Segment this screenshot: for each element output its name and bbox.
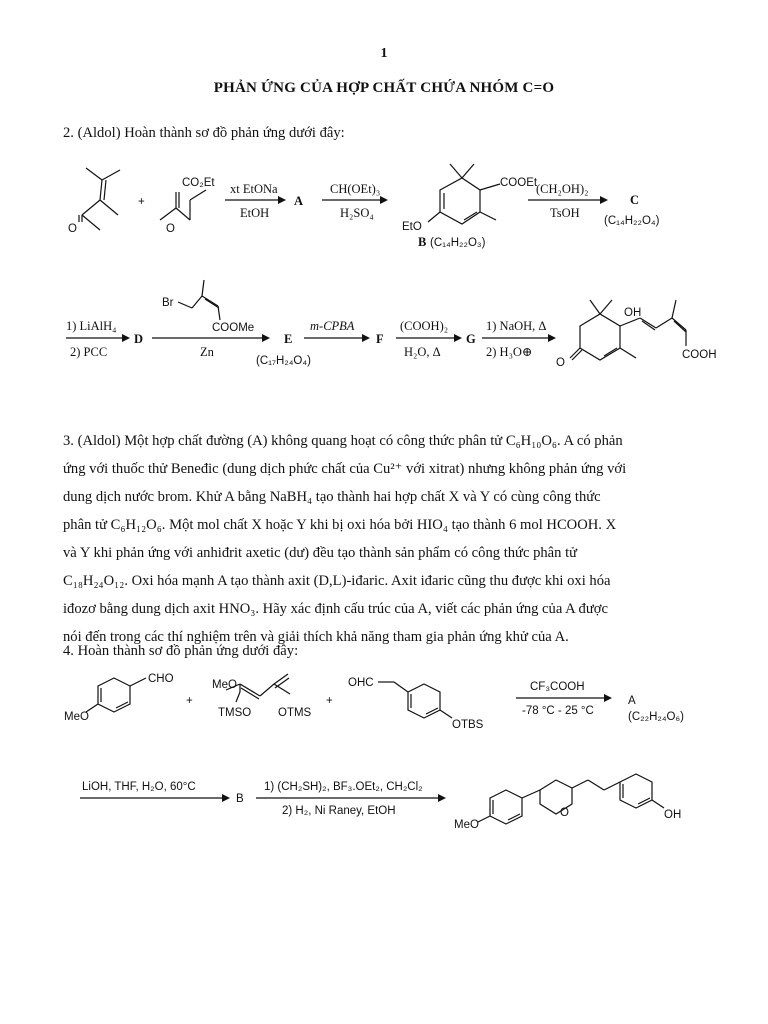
- bromo-ester-structure: [178, 280, 220, 320]
- q2-scheme-row1: [0, 160, 768, 280]
- q2-cond3-bot: TsOH: [550, 206, 580, 220]
- q2-plus-1: +: [138, 196, 145, 208]
- q4-compound-A: A: [628, 695, 636, 707]
- q2-B-formula: (C₁₄H₂₂O₃): [430, 237, 486, 249]
- q4-plus-2: +: [326, 695, 333, 707]
- q4-cond1-top: CF₃COOH: [530, 681, 585, 693]
- q2-cond1-top: xt EtONa: [230, 182, 278, 196]
- q2-compound-A: A: [294, 194, 304, 208]
- q2-compound-D: D: [134, 332, 144, 346]
- q4-cond2: LiOH, THF, H₂O, 60°C: [82, 781, 196, 793]
- q2-compound-E: E: [284, 332, 293, 346]
- q4-meo-1: MeO: [64, 711, 89, 723]
- q4-product-structure: [478, 774, 664, 824]
- page-number: 1: [380, 46, 388, 61]
- q4-cond1-bot: -78 °C - 25 °C: [522, 705, 594, 717]
- q2-cond6-top: m-CPBA: [310, 319, 355, 333]
- page-title: PHẢN ỨNG CỦA HỢP CHẤT CHỨA NHÓM C=O: [213, 80, 555, 96]
- q2-cooh: COOH: [682, 349, 717, 361]
- q2-coome: COOMe: [212, 322, 255, 334]
- q4-cond3-top: 1) (CH₂SH)₂, BF₃.OEt₂, CH₂Cl₂: [264, 781, 423, 793]
- q3-line-7: iđozơ bằng dung dịch axit HNO₃. Hãy xác định cấu trúc của A, viết các phản ứng của A được: [63, 601, 608, 617]
- q2-zn: Zn: [200, 345, 214, 359]
- mesityl-oxide-structure: [79, 168, 120, 230]
- q2-cond8-bot: 2) H₃O⊕: [486, 345, 533, 359]
- q2-br: Br: [162, 297, 174, 309]
- q4-scheme-row2: [0, 760, 768, 850]
- q4-otbs: OTBS: [452, 719, 484, 731]
- q2-cond7-bot: H₂O, Δ: [404, 345, 441, 359]
- q2-cond2-bot: H₂SO₄: [340, 206, 374, 220]
- q3-paragraph: [63, 427, 703, 651]
- q2-compound-B: B: [418, 235, 427, 249]
- q2-compound-C: C: [630, 193, 640, 207]
- ethyl-acetoacetate-structure: [160, 190, 206, 220]
- q4-tmso: TMSO: [218, 707, 252, 719]
- anisaldehyde-structure: [86, 678, 146, 712]
- q2-co2et: CO₂Et: [182, 177, 215, 189]
- q2-cooet: COOEt: [500, 177, 538, 189]
- q4-oh: OH: [664, 809, 682, 821]
- q2-E-formula: (C₁₇H₂₄O₄): [256, 355, 311, 367]
- q2-cond7-top: (COOH)₂: [400, 319, 449, 333]
- q4-scheme-row1: [0, 668, 768, 748]
- q4-o-ring: O: [560, 807, 569, 819]
- q2-cond3-top: (CH₂OH)₂: [536, 182, 589, 196]
- q4-meo-3: MeO: [454, 819, 479, 831]
- q2-o-label: O: [68, 223, 77, 235]
- q4-heading: 4. Hoàn thành sơ đồ phản ứng dưới đây:: [63, 643, 299, 659]
- q2-eto: EtO: [402, 221, 422, 233]
- q2-compound-F: F: [376, 332, 384, 346]
- q2-cond2-top: CH(OEt)₃: [330, 182, 381, 196]
- q3-line-8: nói đến trong các thí nghiệm trên và giải thích khả năng tham gia phản ứng khử của A.: [63, 629, 569, 645]
- q2-o-label-2: O: [166, 223, 175, 235]
- otbs-aldehyde-structure: [378, 682, 452, 718]
- q4-A-formula: (C₂₂H₂₄O₆): [628, 711, 684, 723]
- q3-line-3: dung dịch nước brom. Khử A bằng NaBH₄ tạo thành hai hợp chất X và Y có cùng công thức: [63, 489, 601, 505]
- q4-cho: CHO: [148, 673, 174, 685]
- compound-B-structure: [428, 164, 500, 224]
- q2-oh: OH: [624, 307, 642, 319]
- q4-ohc: OHC: [348, 677, 374, 689]
- q3-line-1: 3. (Aldol) Một hợp chất đường (A) không quang hoạt có công thức phân tử C₆H₁₀O₆. A có phản: [63, 433, 623, 449]
- q3-line-2: ứng với thuốc thử Beneđic (dung dịch phức chất của Cu²⁺ với xitrat) nhưng không phản ứng với: [63, 461, 627, 477]
- q4-meo-2: MeO: [212, 679, 237, 691]
- q2-o-product: O: [556, 357, 565, 369]
- q4-otms: OTMS: [278, 707, 312, 719]
- q2-cond4-bot: 2) PCC: [70, 345, 108, 359]
- q2-cond8-top: 1) NaOH, Δ: [486, 319, 547, 333]
- q2-heading: 2. (Aldol) Hoàn thành sơ đồ phản ứng dưới đây:: [63, 125, 345, 141]
- q2-cond1-bot: EtOH: [240, 206, 270, 220]
- q4-cond3-bot: 2) H₂, Ni Raney, EtOH: [282, 805, 396, 817]
- q2-cond4-top: 1) LiAlH₄: [66, 319, 117, 333]
- q4-plus-1: +: [186, 695, 193, 707]
- q2-C-formula: (C₁₄H₂₂O₄): [604, 215, 660, 227]
- q2-scheme-row2: [0, 278, 768, 398]
- q3-line-6: C₁₈H₂₄O₁₂. Oxi hóa mạnh A tạo thành axit (D,L)-iđaric. Axit iđaric cũng thu được khi oxi hóa: [63, 573, 611, 589]
- q3-line-4: phân tử C₆H₁₂O₆. Một mol chất X hoặc Y khi bị oxi hóa bởi HIO₄ tạo thành 6 mol HCOOH. X: [63, 517, 617, 533]
- q2-compound-G: G: [466, 332, 476, 346]
- q3-line-5: và Y khi phản ứng với anhiđrit axetic (dư) đều tạo thành sản phẩm có công thức phân tử: [63, 545, 578, 561]
- q4-compound-B: B: [236, 793, 244, 805]
